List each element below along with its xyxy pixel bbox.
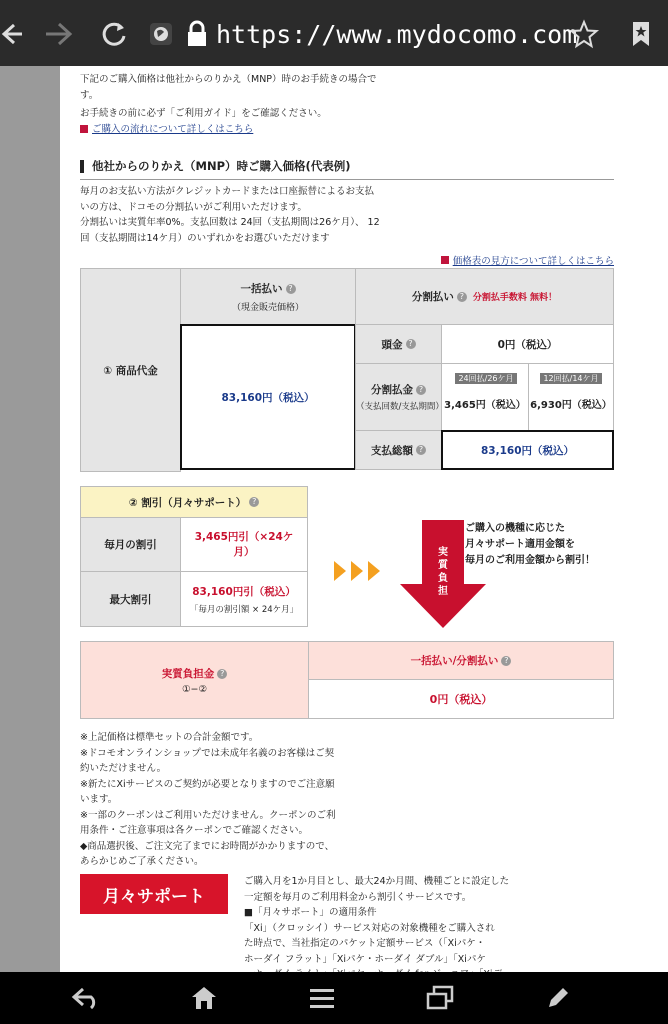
effective-burden-arrow-label: 実質負担 (438, 547, 448, 597)
installment-amount-subtitle: （支払回数/支払期間） (356, 402, 444, 412)
max-discount-label: 最大割引 (109, 593, 152, 606)
section-description (80, 184, 614, 246)
intro-text (80, 72, 614, 137)
total-payment-value-cell (441, 430, 614, 470)
help-icon[interactable]: ? (249, 497, 259, 507)
link-window-icon (80, 125, 88, 133)
max-discount-value: 83,160円引（税込） (192, 585, 296, 598)
support-line: ご購入月を1か月目とし、最大24か月間、機種ごとに設定した (244, 876, 510, 887)
back-arrow-icon[interactable] (0, 12, 22, 56)
help-icon[interactable]: ? (416, 385, 426, 395)
product-price-label: ① 商品代金 (103, 364, 158, 377)
intro-line: お手続きの前に必ず「ご利用ガイド」をご確認ください。 (80, 108, 327, 119)
url-bar[interactable]: https://www.mydocomo.com (216, 20, 578, 49)
installment-amount-label: 分割払金 (371, 384, 413, 396)
desc-line: 毎月のお支払い方法がクレジットカードまたは口座振替によるお支払 (80, 186, 374, 197)
section-title (80, 158, 614, 180)
product-price-label-cell (80, 268, 181, 472)
note-line: あらかじめご了承ください。 (80, 856, 204, 867)
monthly-discount-label: 毎月の割引 (104, 539, 157, 551)
lock-icon (184, 12, 210, 56)
installment-header: 分割払い (411, 291, 454, 303)
reload-icon[interactable] (96, 12, 132, 56)
lump-sum-subtitle: （現金販売価格） (231, 302, 304, 313)
recent-apps-icon[interactable] (420, 982, 460, 1014)
installment-12-tag: 12回払/14ケ月 (540, 373, 602, 384)
note-line: 約いただけません。 (80, 763, 167, 774)
installment-amount-label-cell (355, 363, 442, 431)
support-line: 一定額を毎月のご利用料金から割引くサービスです。 (244, 891, 472, 903)
arrow-note-line: 月々サポート適用金額を (465, 539, 575, 550)
max-discount-value-cell (180, 571, 308, 627)
lump-sum-header: 一括払い (240, 282, 283, 295)
arrow-note (465, 521, 595, 569)
bookmark-star-icon[interactable] (566, 12, 602, 56)
effective-header: 一括払い/分割払い (410, 655, 499, 667)
help-icon[interactable]: ? (406, 339, 416, 349)
discount-header: ② 割引（月々サポート） (128, 496, 247, 509)
help-icon[interactable]: ? (416, 445, 426, 455)
note-line: ◆商品選択後、ご注文完了までにお時間がかかりますので、 (80, 840, 335, 852)
down-payment-label-cell (355, 324, 442, 364)
support-description (244, 874, 614, 983)
back-icon[interactable] (66, 982, 106, 1014)
note-line: います。 (80, 794, 118, 805)
pen-icon[interactable] (538, 982, 578, 1014)
home-icon[interactable] (184, 982, 224, 1014)
effective-burden-formula: ①−② (182, 683, 207, 695)
down-payment-value: 0円（税込） (497, 338, 558, 351)
effective-value-cell (308, 679, 614, 719)
lump-sum-value-cell (180, 324, 356, 470)
intro-line: す。 (80, 89, 99, 101)
note-line: ※上記価格は標準セットの合計金額です。 (80, 732, 259, 743)
down-payment-label: 頭金 (381, 338, 403, 351)
desc-line: いの方は、ドコモの分割払いがご利用いただけます。 (80, 201, 307, 213)
note-line: 用条件・ご注意事項は各クーポンでご確認ください。 (80, 825, 309, 836)
browser-toolbar (0, 0, 668, 66)
note-line: ※新たにXiサービスのご契約が必要となりますのでご注意願 (80, 778, 335, 790)
lump-sum-header-cell (180, 268, 356, 325)
monthly-discount-value: 3,465円引（×24ケ月） (194, 530, 294, 558)
installment-24-tag: 24回払/26ケ月 (455, 373, 517, 384)
effective-header-cell (308, 641, 614, 680)
orange-arrow-icon (332, 558, 384, 584)
left-margin (0, 66, 60, 972)
forward-arrow-icon[interactable] (40, 12, 76, 56)
note-line: ※ドコモオンラインショップでは未成年名義のお客様はご契 (80, 747, 335, 759)
max-discount-label-cell (80, 571, 181, 627)
total-payment-value: 83,160円（税込） (480, 444, 575, 457)
monthly-support-logo: 月々サポート (80, 874, 228, 914)
support-line: 「Xi」（クロッシイ）サービス対応の対象機種をご購入され (244, 922, 495, 934)
bookmarks-icon[interactable] (626, 12, 656, 56)
price-guide-link[interactable] (441, 249, 614, 268)
right-margin (626, 66, 668, 972)
help-icon[interactable]: ? (457, 292, 467, 302)
support-line: ホーダイ フラット」「Xiパケ・ホーダイ ダブル」「Xiパケ (244, 953, 486, 965)
price-guide-link-text[interactable]: 価格表の見方について詳しくはこちら (452, 256, 614, 267)
purchase-flow-link[interactable] (80, 122, 614, 138)
effective-burden-label-cell (80, 641, 309, 719)
total-payment-label: 支払総額 (371, 444, 413, 457)
arrow-note-line: ご購入の機種に応じた (465, 523, 565, 534)
support-line: ■「月々サポート」の適用条件 (244, 907, 377, 918)
monthly-discount-value-cell (180, 517, 308, 572)
menu-icon[interactable] (302, 982, 342, 1014)
monthly-discount-label-cell (80, 517, 181, 572)
down-payment-value-cell (441, 324, 614, 364)
intro-line: 下記のご購入価格は他社からのりかえ（MNP）時のお手続きの場合で (80, 74, 377, 85)
installment-fee-note: 分割払手数料 無料！ (472, 293, 558, 303)
site-globe-icon (146, 12, 176, 56)
purchase-flow-link-text[interactable]: ご購入の流れについて詳しくはこちら (92, 123, 254, 135)
support-line: た時点で、当社指定のパケット定額サービス（「Xiパケ・ (244, 938, 486, 949)
desc-line: 分割払いは実質年率0%。支払回数は 24回（支払期間は26ケ月）、 12 (80, 217, 380, 228)
desc-line: 回（支払期間は14ケ月）のいずれかをお選びいただけます (80, 232, 330, 244)
note-line: ※一部のクーポンはご利用いただけません。クーポンのご利 (80, 809, 336, 821)
section-title-text: 他社からのりかえ（MNP）時ご購入価格(代表例) (92, 159, 351, 173)
arrow-note-line: 毎月のご利用金額から割引！ (465, 555, 595, 566)
total-payment-label-cell (355, 430, 442, 470)
system-nav-bar (0, 972, 668, 1024)
title-bar-icon (80, 160, 84, 173)
link-window-icon (441, 256, 449, 264)
help-icon[interactable]: ? (501, 656, 511, 666)
help-icon[interactable]: ? (286, 284, 296, 294)
help-icon[interactable]: ? (217, 669, 227, 679)
installment-header-cell (355, 268, 614, 325)
lump-sum-value: 83,160円（税込） (221, 391, 315, 404)
page-content (60, 66, 626, 972)
max-discount-subtitle: 「毎月の割引額 × 24ケ月」 (189, 604, 299, 615)
effective-burden-label: 実質負担金 (161, 667, 215, 680)
effective-value: 0円（税込） (429, 693, 493, 706)
notes (80, 730, 410, 870)
installment-12-value: 6,930円（税込） (530, 399, 612, 411)
installment-24-value: 3,465円（税込） (444, 399, 526, 411)
discount-header-cell (80, 486, 308, 518)
